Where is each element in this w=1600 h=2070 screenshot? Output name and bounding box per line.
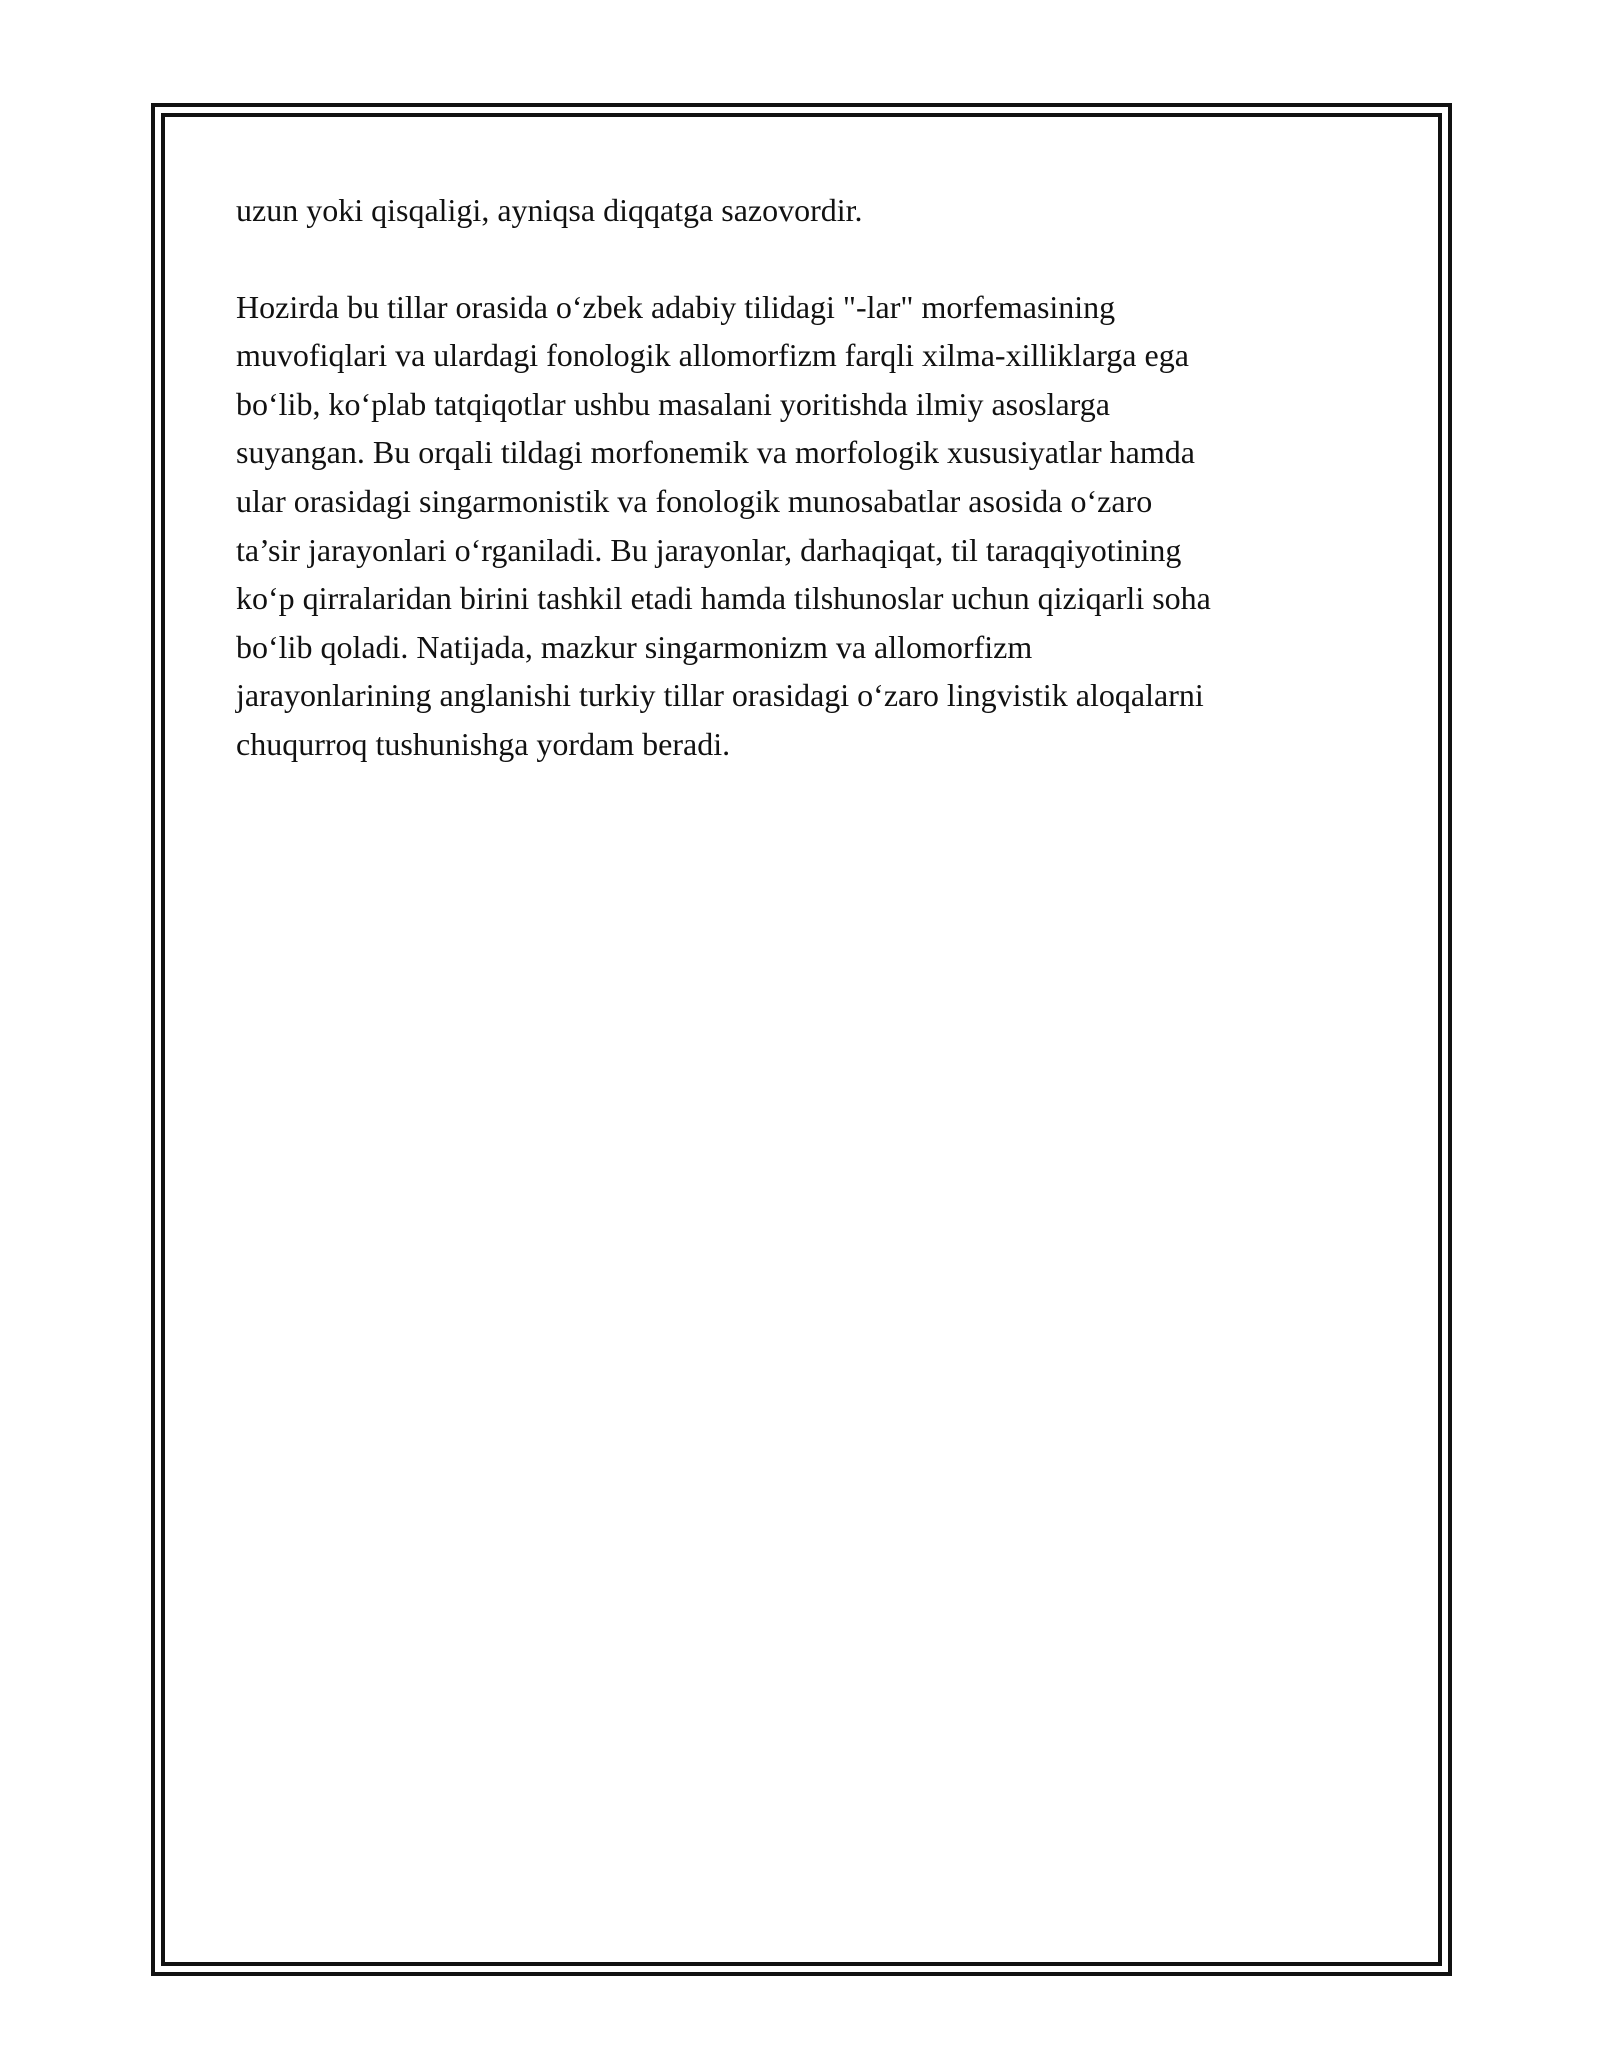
text-line: muvofiqlari va ulardagi fonologik allomorfizm farqli xilma-xilliklarga ega [236,337,1189,374]
paragraph-main [236,283,1366,769]
document-body [236,186,1366,769]
text-line: suyangan. Bu orqali tildagi morfonemik va morfologik xususiyatlar hamda [236,434,1195,471]
text-line: chuqurroq tushunishga yordam beradi. [236,725,731,762]
text-line: ta’sir jarayonlari o‘rganiladi. Bu jarayonlar, darhaqiqat, til taraqqiyotining [236,531,1182,568]
paragraph-continuation [236,186,1366,235]
text-line: ular orasidagi singarmonistik va fonologik munosabatlar asosida o‘zaro [236,482,1153,519]
text-line: ko‘p qirralaridan birini tashkil etadi hamda tilshunoslar uchun qiziqarli soha [236,580,1211,617]
text-line: uzun yoki qisqaligi, ayniqsa diqqatga sazovordir. [236,192,863,228]
text-line: bo‘lib qoladi. Natijada, mazkur singarmonizm va allomorfizm [236,628,1033,665]
text-line: bo‘lib, ko‘plab tatqiqotlar ushbu masalani yoritishda ilmiy asoslarga [236,385,1110,422]
text-line: Hozirda bu tillar orasida o‘zbek adabiy tilidagi "-lar" morfemasining [236,288,1116,325]
text-line: jarayonlarining anglanishi turkiy tillar orasidagi o‘zaro lingvistik aloqalarni [236,677,1204,714]
